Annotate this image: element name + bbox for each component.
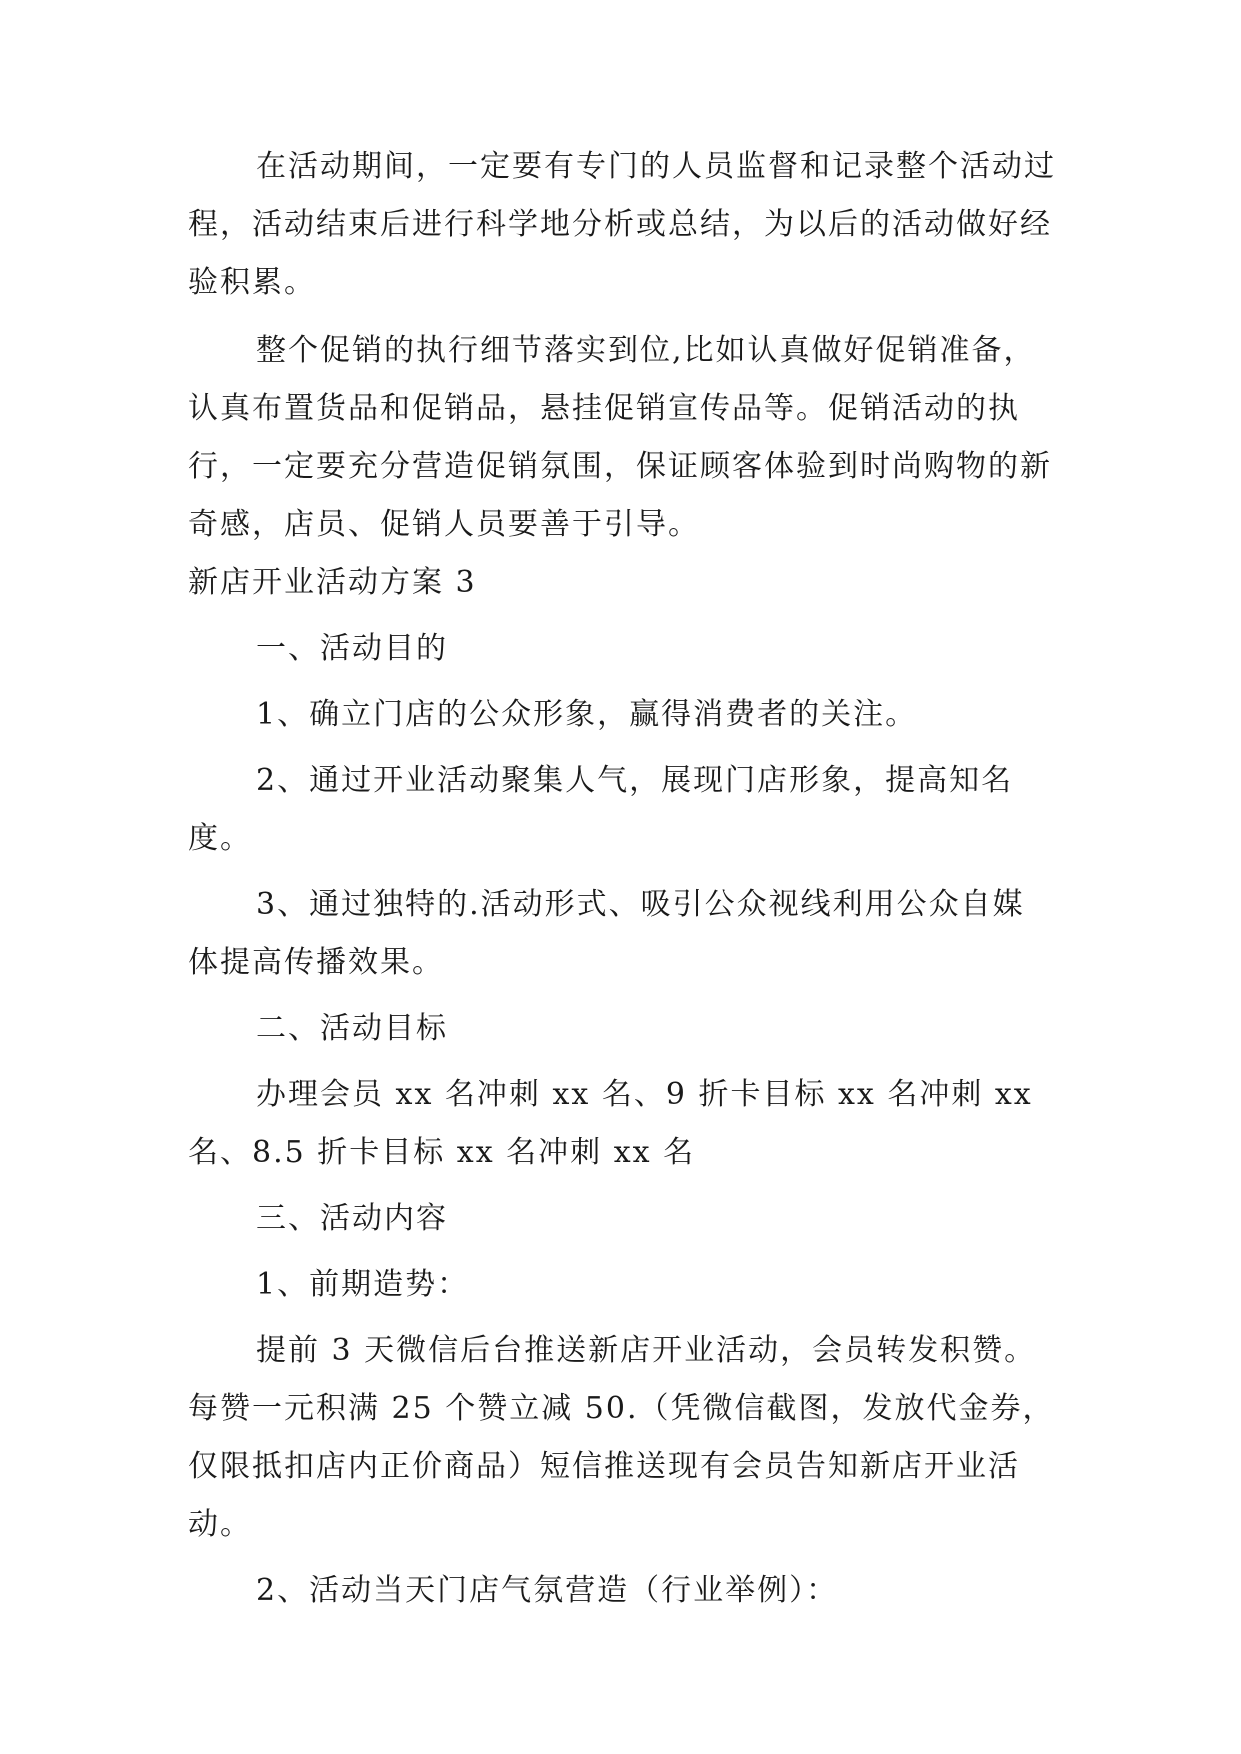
content-item-2-title: 2、活动当天门店气氛营造（行业举例）： [256,1573,839,1608]
document-body [188,138,1056,1620]
heading-activity-purpose: 一、活动目的 [256,631,448,666]
targets-text: 办理会员 xx 名冲刺 xx 名、9 折卡目标 xx 名冲刺 xx 名、8.5 折卡目标 xx 名冲刺 xx 名 [188,1077,1033,1170]
section-title: 新店开业活动方案 3 [188,565,477,600]
goal-item-2: 2、通过开业活动聚集人气，展现门店形象，提高知名度。 [188,763,1014,856]
paragraph-record-process: 在活动期间，一定要有专门的人员监督和记录整个活动过程，活动结束后进行科学地分析或总结，为以后的活动做好经验积累。 [188,149,1056,300]
content-item-1-body: 提前 3 天微信后台推送新店开业活动，会员转发积赞。每赞一元积满 25 个赞立减 50.（凭微信截图，发放代金券，仅限抵扣店内正价商品）短信推送现有会员告知新店开业活动。 [188,1333,1055,1542]
goal-item-1: 1、确立门店的公众形象，赢得消费者的关注。 [256,697,918,732]
paragraph-promotion-details: 整个促销的执行细节落实到位,比如认真做好促销准备，认真布置货品和促销品，悬挂促销宣传品等。促销活动的执行，一定要充分营造促销氛围，保证顾客体验到时尚购物的新奇感，店员、促销人员要善于引导。 [188,333,1052,542]
heading-activity-targets: 二、活动目标 [256,1011,448,1046]
content-item-1-title: 1、前期造势： [256,1267,470,1302]
heading-activity-content: 三、活动内容 [256,1201,448,1236]
goal-item-3: 3、通过独特的.活动形式、吸引公众视线利用公众自媒体提高传播效果。 [188,887,1025,980]
